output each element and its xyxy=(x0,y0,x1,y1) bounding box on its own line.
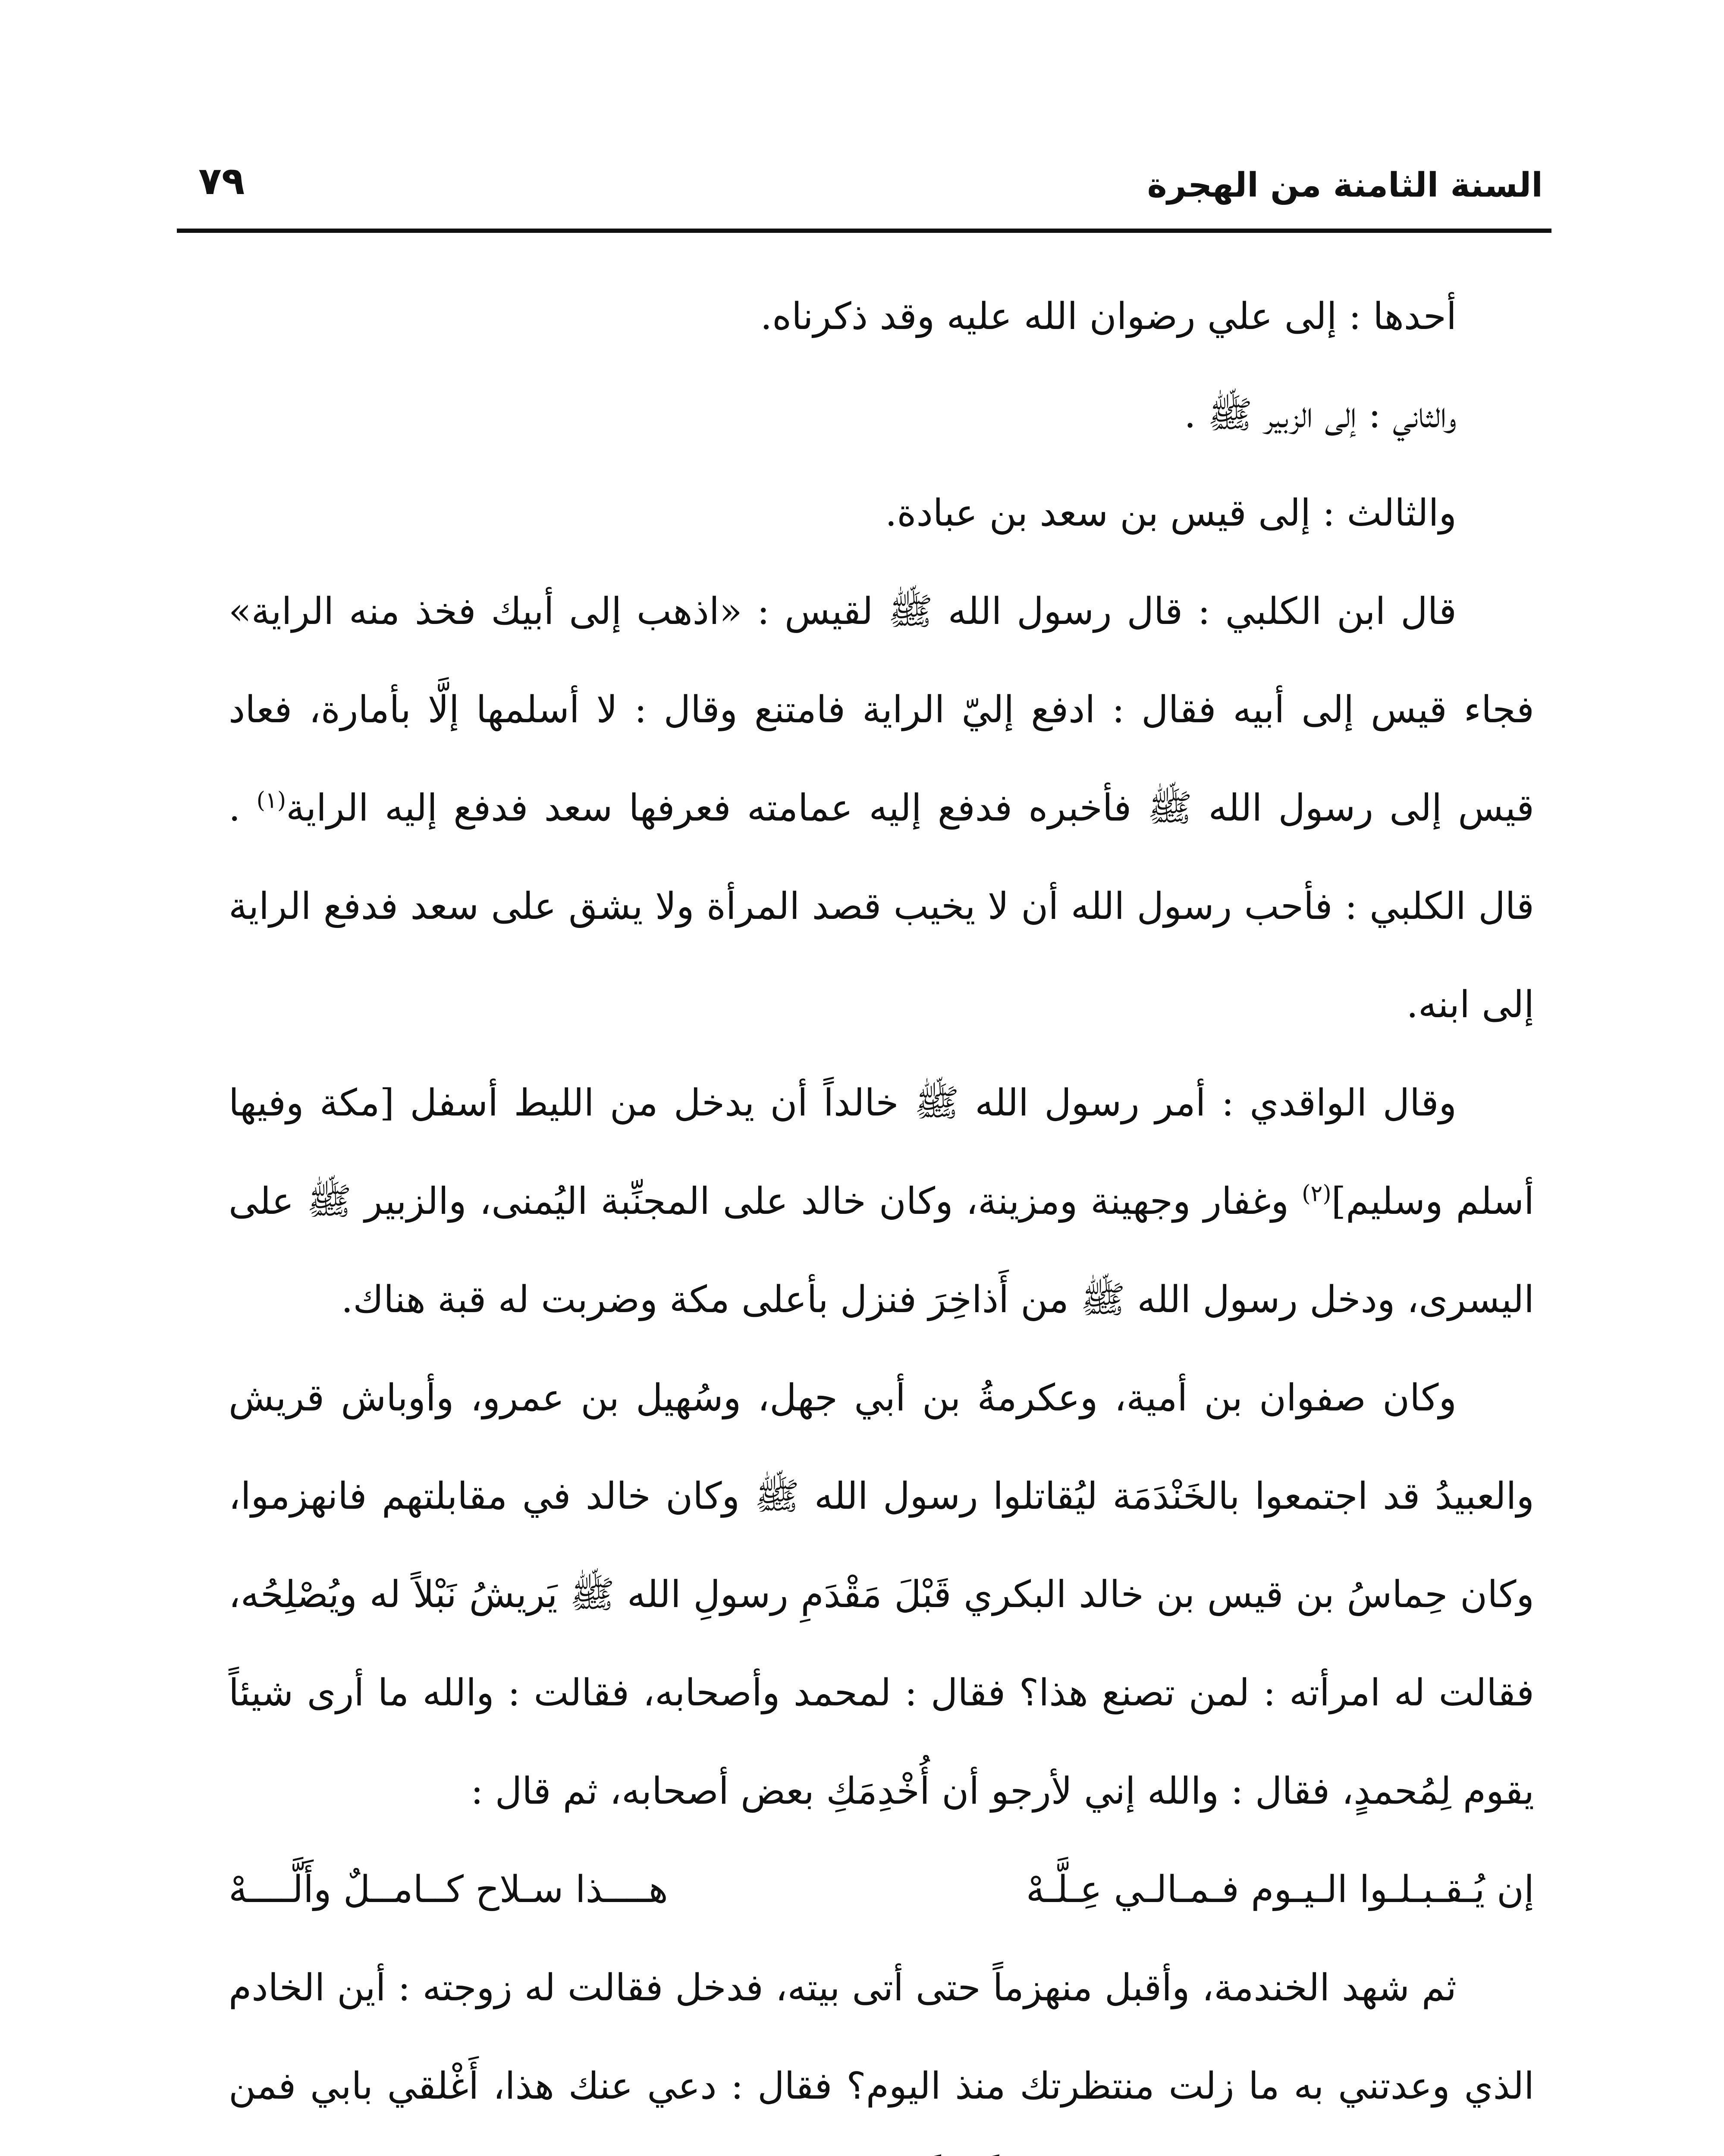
verse-first-hemistich: إن يُـقـبـلـوا الـيـوم فـمـالـي عِـلَّـهْ xyxy=(1026,1868,1534,1911)
header-rule xyxy=(177,229,1551,233)
paragraph-text: وغفار وجهينة ومزينة، وكان خالد على المجنِّبة اليُمنى، والزبير ﷺ على اليسرى، ودخل رسول الله ﷺ من أَذاخِرَ فنزل بأعلى مكة وضربت له قبة هناك. xyxy=(229,1180,1534,1321)
list-item: والثالث : إلى قيس بن سعد بن عبادة. xyxy=(885,492,1457,535)
paragraph-waqidi xyxy=(229,1054,1534,1349)
paragraph-text: وقال الواقدي : أمر رسول الله ﷺ خالداً أن يدخل من الليط أسفل [مكة وفيها أسلم وسليم] xyxy=(229,1081,1534,1223)
running-title: السنة الثامنة من الهجرة xyxy=(1147,166,1543,205)
paragraph-text: قال ابن الكلبي : قال رسول الله ﷺ لقيس : «اذهب إلى أبيك فخذ منه الراية» فجاء قيس إلى أبيه فقال : ادفع إليّ الراية فامتنع وقال : لا أسلمها إلَّا بأمارة، فعاد قيس إلى رسول الله ﷺ فأخبره فدفع إليه عمامته فعرفها سعد فدفع إليه الراية xyxy=(229,590,1534,830)
list-item: والثاني : إلى الزبير ﷺ . xyxy=(1184,393,1457,436)
footnote-marker: (١) xyxy=(256,787,286,814)
list-item: أحدها : إلى علي رضوان الله عليه وقد ذكرناه. xyxy=(760,295,1457,338)
main-text xyxy=(229,267,1534,2156)
paragraph-safwan: وكان صفوان بن أمية، وعكرمةُ بن أبي جهل، وسُهيل بن عمرو، وأوباش قريش والعبيدُ قد اجتمعوا بالخَنْدَمَة ليُقاتلوا رسول الله ﷺ وكان خالد في مقابلتهم فانهزموا، وكان حِماسُ بن قيس بن خالد البكري قَبْلَ مَقْدَمِ رسولِ الله ﷺ يَريشُ نَبْلاً له ويُصْلِحُه، فقالت له امرأته : لمن تصنع هذا؟ فقال : لمحمد وأصحابه، فقالت : والله ما أرى شيئاً يقوم لِمُحمدٍ، فقال : والله إني لأرجو أن أُخْدِمَكِ بعض أصحابه، ثم قال : xyxy=(229,1376,1534,1813)
footnote-marker: (٢) xyxy=(1302,1181,1331,1207)
paragraph-khandama: ثم شهد الخندمة، وأقبل منهزماً حتى أتى بيته، فدخل فقالت له زوجته : أين الخادم الذي وعدتني به ما زلت منتظرتك منذ اليوم؟ فقال : دعي عنك هذا، أَغْلقي بابي فمن xyxy=(229,1966,1534,2108)
page-header xyxy=(185,155,1543,207)
paragraph-ibn-kalbi xyxy=(229,562,1534,1054)
paragraph-text: . قال الكلبي : فأحب رسول الله أن لا يخيب قصد المرأة ولا يشق على سعد فدفع الراية إلى ابنه. xyxy=(229,787,1534,1026)
verse-second-hemistich: هــــذا سـلاح كــامــلٌ وأَلَّــــهْ xyxy=(229,1868,668,1911)
verse-line xyxy=(229,1840,1534,1939)
page-number: ٧٩ xyxy=(198,159,245,203)
